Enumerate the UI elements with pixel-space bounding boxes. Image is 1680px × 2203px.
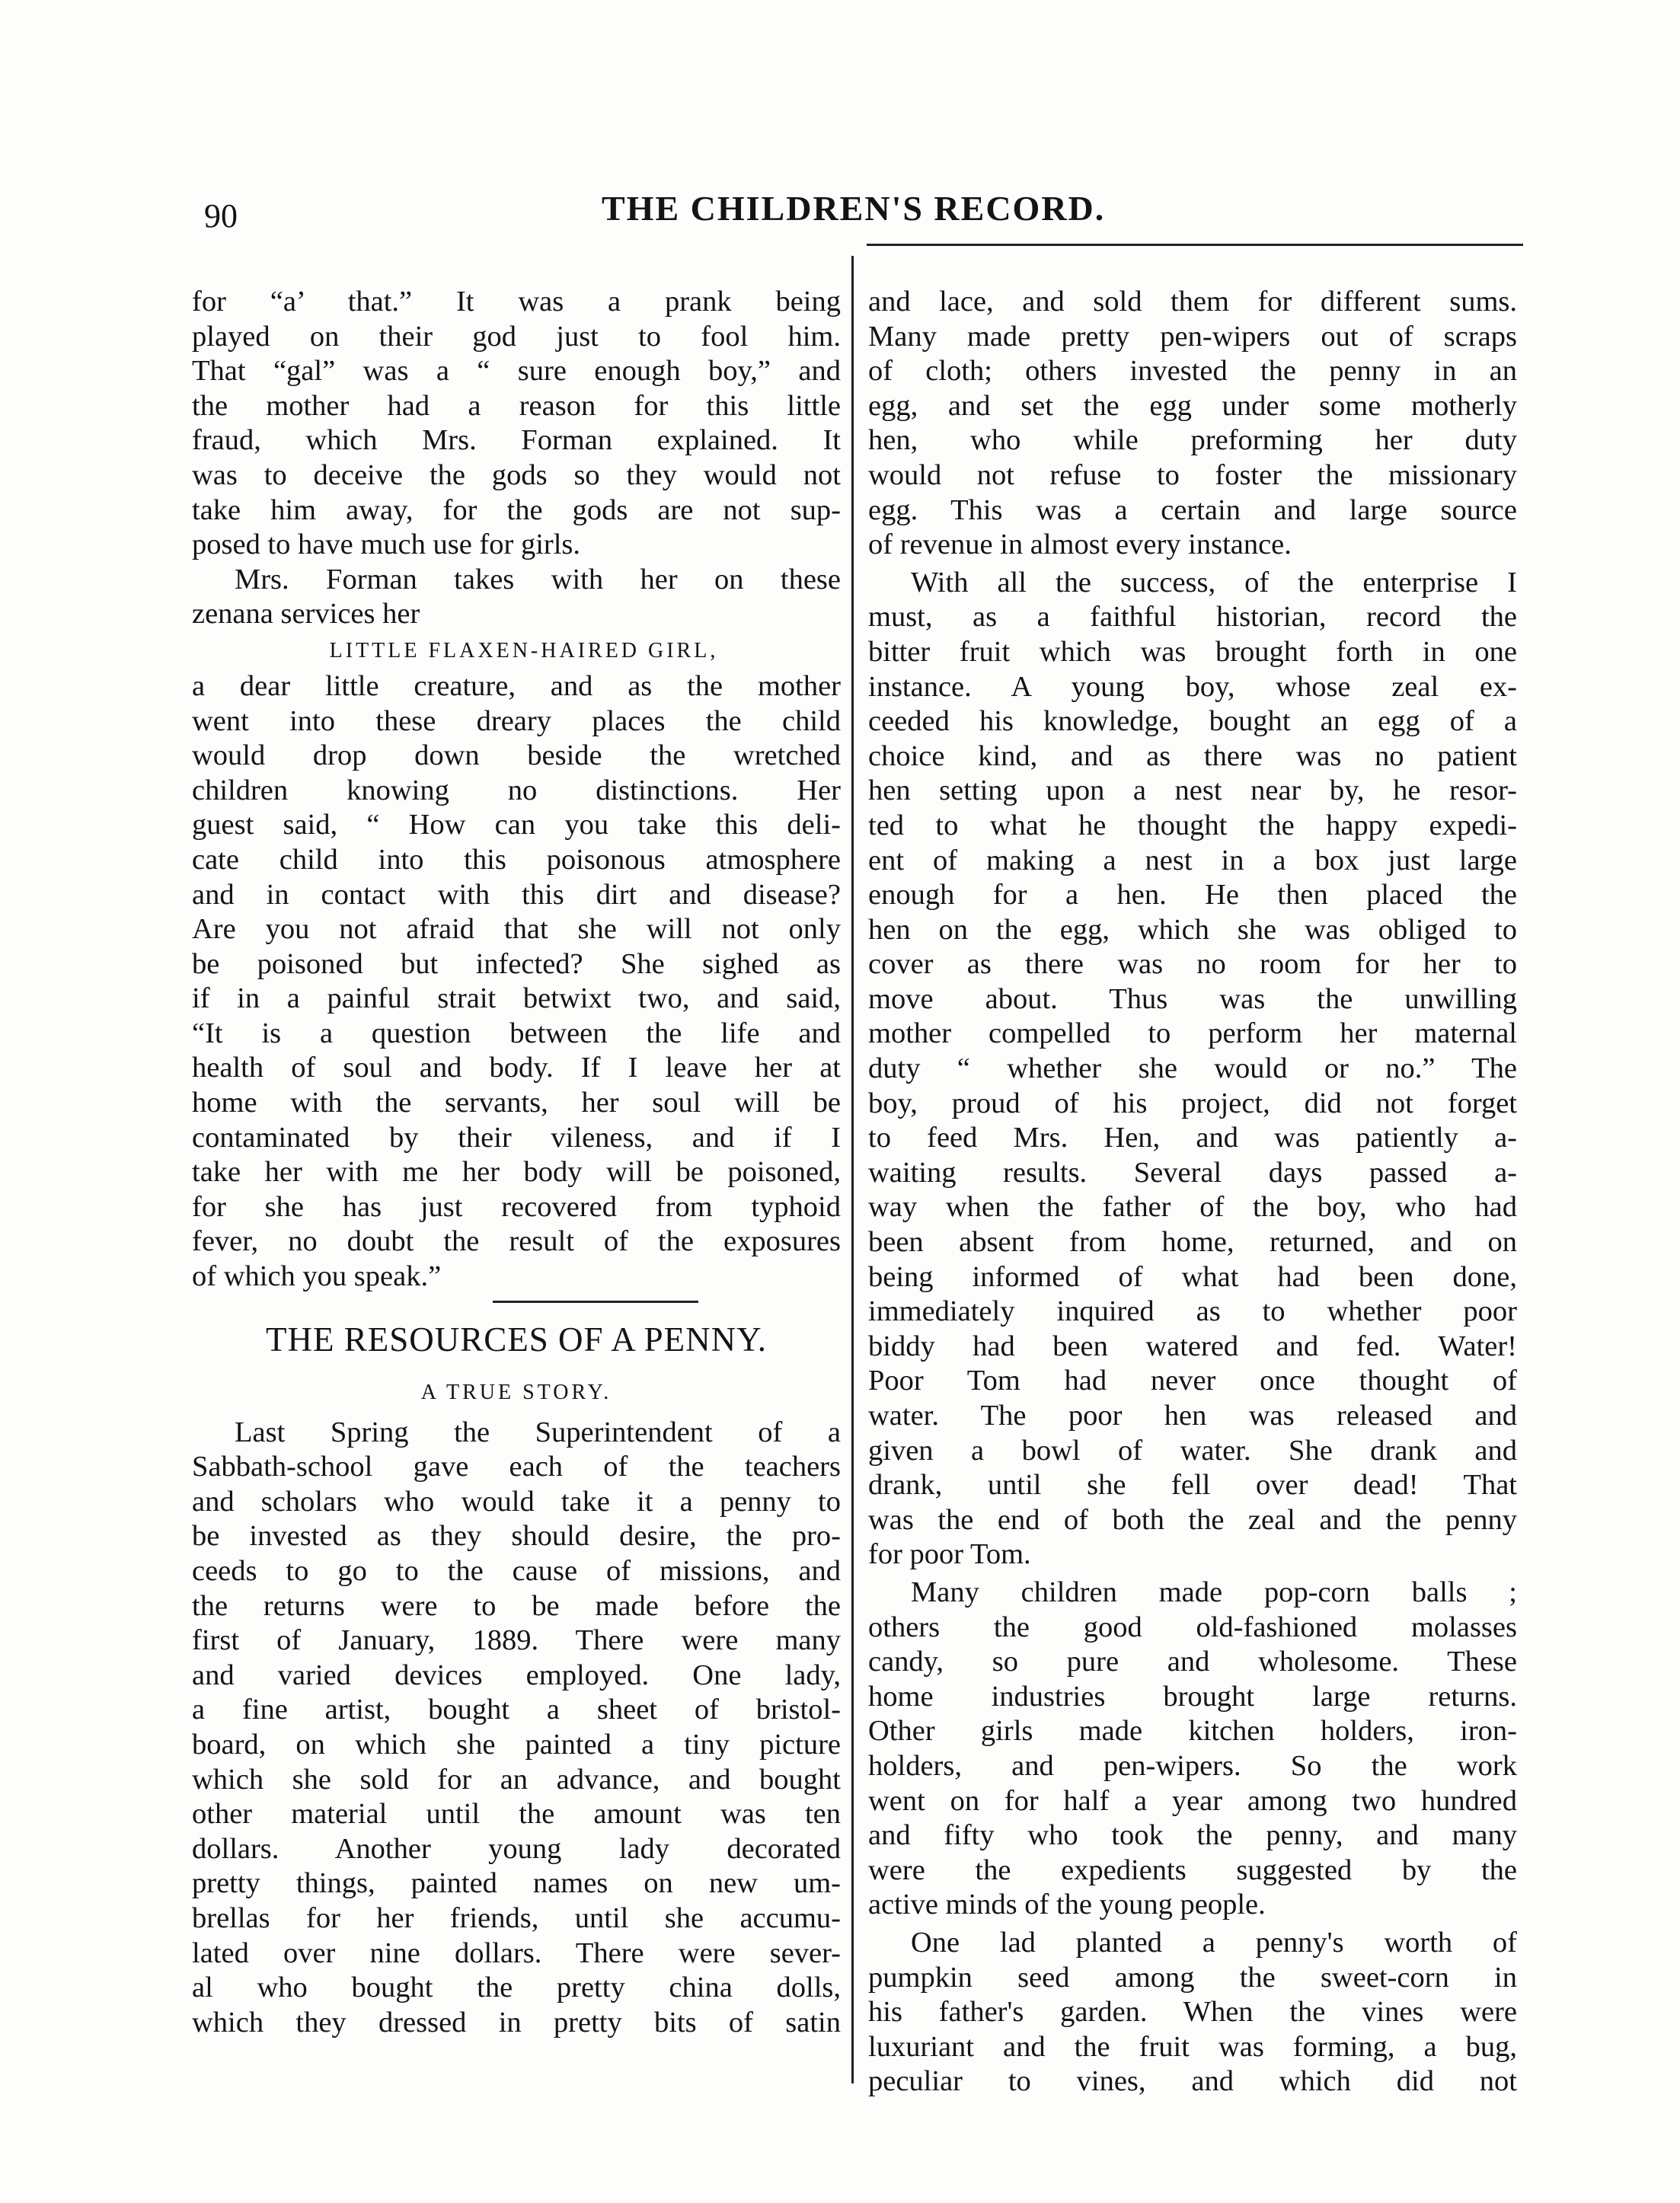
text-line: waiting results. Several days passed a- (868, 1156, 1517, 1189)
text-line: take him away, for the gods are not sup- (192, 493, 841, 526)
text-line: of revenue in almost every instance. (868, 528, 1292, 561)
text-line: move about. Thus was the unwilling (868, 982, 1517, 1015)
text-line: for poor Tom. (868, 1538, 1031, 1571)
text-line: ceeded his knowledge, bought an egg of a (868, 705, 1517, 738)
text-line: health of soul and body. If I leave her at (192, 1052, 841, 1084)
text-line: a dear little creature, and as the mother (192, 669, 841, 702)
text-line: biddy had been watered and fed. Water! (868, 1330, 1517, 1362)
text-line: Poor Tom had never once thought of (868, 1365, 1517, 1397)
text-line: for “a’ that.” It was a prank being (192, 286, 841, 318)
text-line: active minds of the young people. (868, 1889, 1266, 1921)
text-line: given a bowl of water. She drank and (868, 1434, 1517, 1467)
text-line: was the end of both the zeal and the penny (868, 1503, 1517, 1536)
text-line: and in contact with this dirt and disease? (192, 878, 841, 911)
running-head-title: THE CHILDREN'S RECORD. (602, 189, 1106, 228)
text-line: brellas for her friends, until she accumu- (192, 1901, 841, 1934)
paragraph (868, 566, 1517, 1572)
text-line: first of January, 1889. There were many (192, 1624, 841, 1657)
text-line: guest said, “ How can you take this deli- (192, 809, 841, 841)
article-separator-rule (493, 1301, 698, 1303)
text-line: water. The poor hen was released and (868, 1400, 1517, 1432)
text-line: Sabbath-school gave each of the teachers (192, 1451, 841, 1483)
text-line: home industries brought large returns. (868, 1680, 1517, 1713)
text-line: pretty things, painted names on new um- (192, 1867, 841, 1900)
paragraph (192, 563, 841, 632)
text-line: mother compelled to perform her maternal (868, 1017, 1517, 1050)
text-line: hen on the egg, which she was obliged to (868, 913, 1517, 946)
text-line: board, on which she painted a tiny picture (192, 1728, 841, 1761)
text-line: must, as a faithful historian, record the (868, 601, 1517, 634)
text-line: posed to have much use for girls. (192, 528, 581, 561)
left-column (192, 285, 841, 2040)
text-line: other material until the amount was ten (192, 1798, 841, 1831)
text-line: Are you not afraid that she will not only (192, 913, 841, 946)
text-line: fraud, which Mrs. Forman explained. It (192, 424, 841, 457)
text-line: way when the father of the boy, who had (868, 1191, 1517, 1224)
text-line: others the good old-fashioned molasses (868, 1611, 1517, 1643)
text-line: cate child into this poisonous atmosphere (192, 843, 841, 876)
text-line: With all the success, of the enterprise I (911, 566, 1517, 599)
text-line: be poisoned but infected? She sighed as (192, 947, 841, 980)
text-line: and varied devices employed. One lady, (192, 1659, 841, 1691)
text-line: ted to what he thought the happy expedi- (868, 809, 1517, 841)
text-line: the returns were to be made before the (192, 1589, 841, 1622)
text-line: choice kind, and as there was no patient (868, 739, 1517, 772)
text-line: would not refuse to foster the missionary (868, 458, 1517, 491)
header-rule (867, 244, 1523, 246)
text-line: zenana services her (192, 598, 420, 631)
text-line: hen, who while preforming her duty (868, 424, 1517, 457)
right-column (868, 285, 1517, 2099)
text-line: drank, until she fell over dead! That (868, 1469, 1517, 1502)
text-line: dollars. Another young lady decorated (192, 1832, 841, 1865)
text-line: “It is a question between the life and (192, 1017, 841, 1049)
text-line: was to deceive the gods so they would not (192, 458, 841, 491)
text-line: al who bought the pretty china dolls, (192, 1972, 841, 2004)
text-line: That “gal” was a “ sure enough boy,” and (192, 355, 841, 388)
text-line: egg. This was a certain and large source (868, 493, 1517, 526)
text-line: luxuriant and the fruit was forming, a bug, (868, 2030, 1517, 2063)
text-line: hen setting upon a nest near by, he resor- (868, 774, 1517, 807)
text-line: One lad planted a penny's worth of (911, 1926, 1517, 1959)
text-line: Many made pretty pen-wipers out of scraps (868, 320, 1517, 353)
text-line: being informed of what had been done, (868, 1260, 1517, 1293)
text-line: Other girls made kitchen holders, iron- (868, 1715, 1517, 1748)
text-line: for she has just recovered from typhoid (192, 1190, 841, 1223)
paragraph (192, 1416, 841, 2041)
text-line: to feed Mrs. Hen, and was patiently a- (868, 1122, 1517, 1154)
article-subtitle: A TRUE STORY. (420, 1380, 612, 1404)
text-line: Many children made pop-corn balls ; (911, 1576, 1517, 1608)
text-line: if in a painful strait betwixt two, and said, (192, 982, 841, 1015)
text-line: his father's garden. When the vines were (868, 1996, 1517, 2029)
text-line: fever, no doubt the result of the exposures (192, 1225, 841, 1258)
text-line: ceeds to go to the cause of missions, and (192, 1555, 841, 1587)
text-line: been absent from home, returned, and on (868, 1226, 1517, 1259)
text-line: went into these dreary places the child (192, 704, 841, 737)
paragraph (192, 285, 841, 563)
text-line: and lace, and sold them for different sums. (868, 286, 1517, 318)
page-number: 90 (204, 197, 238, 235)
text-line: cover as there was no room for her to (868, 948, 1517, 981)
text-line: ent of making a nest in a box just large (868, 844, 1517, 876)
text-line: egg, and set the egg under some motherly (868, 389, 1517, 422)
text-line: holders, and pen-wipers. So the work (868, 1749, 1517, 1782)
text-line: home with the servants, her soul will be (192, 1087, 841, 1119)
text-line: of cloth; others invested the penny in an (868, 355, 1517, 388)
text-line: Mrs. Forman takes with her on these (235, 563, 841, 595)
text-line: be invested as they should desire, the pro- (192, 1520, 841, 1553)
text-line: duty “ whether she would or no.” The (868, 1052, 1517, 1085)
paragraph (868, 1926, 1517, 2099)
paragraph (192, 669, 841, 1295)
article-title: THE RESOURCES OF A PENNY. (265, 1320, 768, 1359)
text-line: lated over nine dollars. There were sever- (192, 1936, 841, 1969)
text-line: went on for half a year among two hundred (868, 1784, 1517, 1817)
column-divider (851, 256, 854, 2083)
text-line: candy, so pure and wholesome. These (868, 1646, 1517, 1678)
text-line: and scholars who would take it a penny to (192, 1485, 841, 1518)
text-line: instance. A young boy, whose zeal ex- (868, 670, 1517, 703)
text-line: take her with me her body will be poisoned, (192, 1156, 841, 1189)
text-line: were the expedients suggested by the (868, 1853, 1517, 1886)
text-line: boy, proud of his project, did not forget (868, 1087, 1517, 1119)
text-line: and fifty who took the penny, and many (868, 1819, 1517, 1852)
text-line: immediately inquired as to whether poor (868, 1295, 1517, 1328)
text-line: Last Spring the Superintendent of a (235, 1416, 841, 1448)
text-line: which they dressed in pretty bits of satin (192, 2006, 841, 2039)
paragraph (868, 1576, 1517, 1923)
text-line: a fine artist, bought a sheet of bristol- (192, 1694, 841, 1726)
text-line: which she sold for an advance, and bought (192, 1763, 841, 1796)
text-line: of which you speak.” (192, 1260, 442, 1293)
paragraph (868, 285, 1517, 563)
text-line: enough for a hen. He then placed the (868, 879, 1517, 912)
text-line: the mother had a reason for this little (192, 389, 841, 422)
text-line: pumpkin seed among the sweet-corn in (868, 1961, 1517, 1994)
text-line: bitter fruit which was brought forth in one (868, 635, 1517, 668)
section-subheading: LITTLE FLAXEN-HAIRED GIRL, (329, 638, 719, 662)
text-line: would drop down beside the wretched (192, 739, 841, 772)
text-line: contaminated by their vileness, and if I (192, 1121, 841, 1154)
text-line: played on their god just to fool him. (192, 320, 841, 353)
text-line: children knowing no distinctions. Her (192, 774, 841, 806)
text-line: peculiar to vines, and which did not (868, 2065, 1517, 2098)
